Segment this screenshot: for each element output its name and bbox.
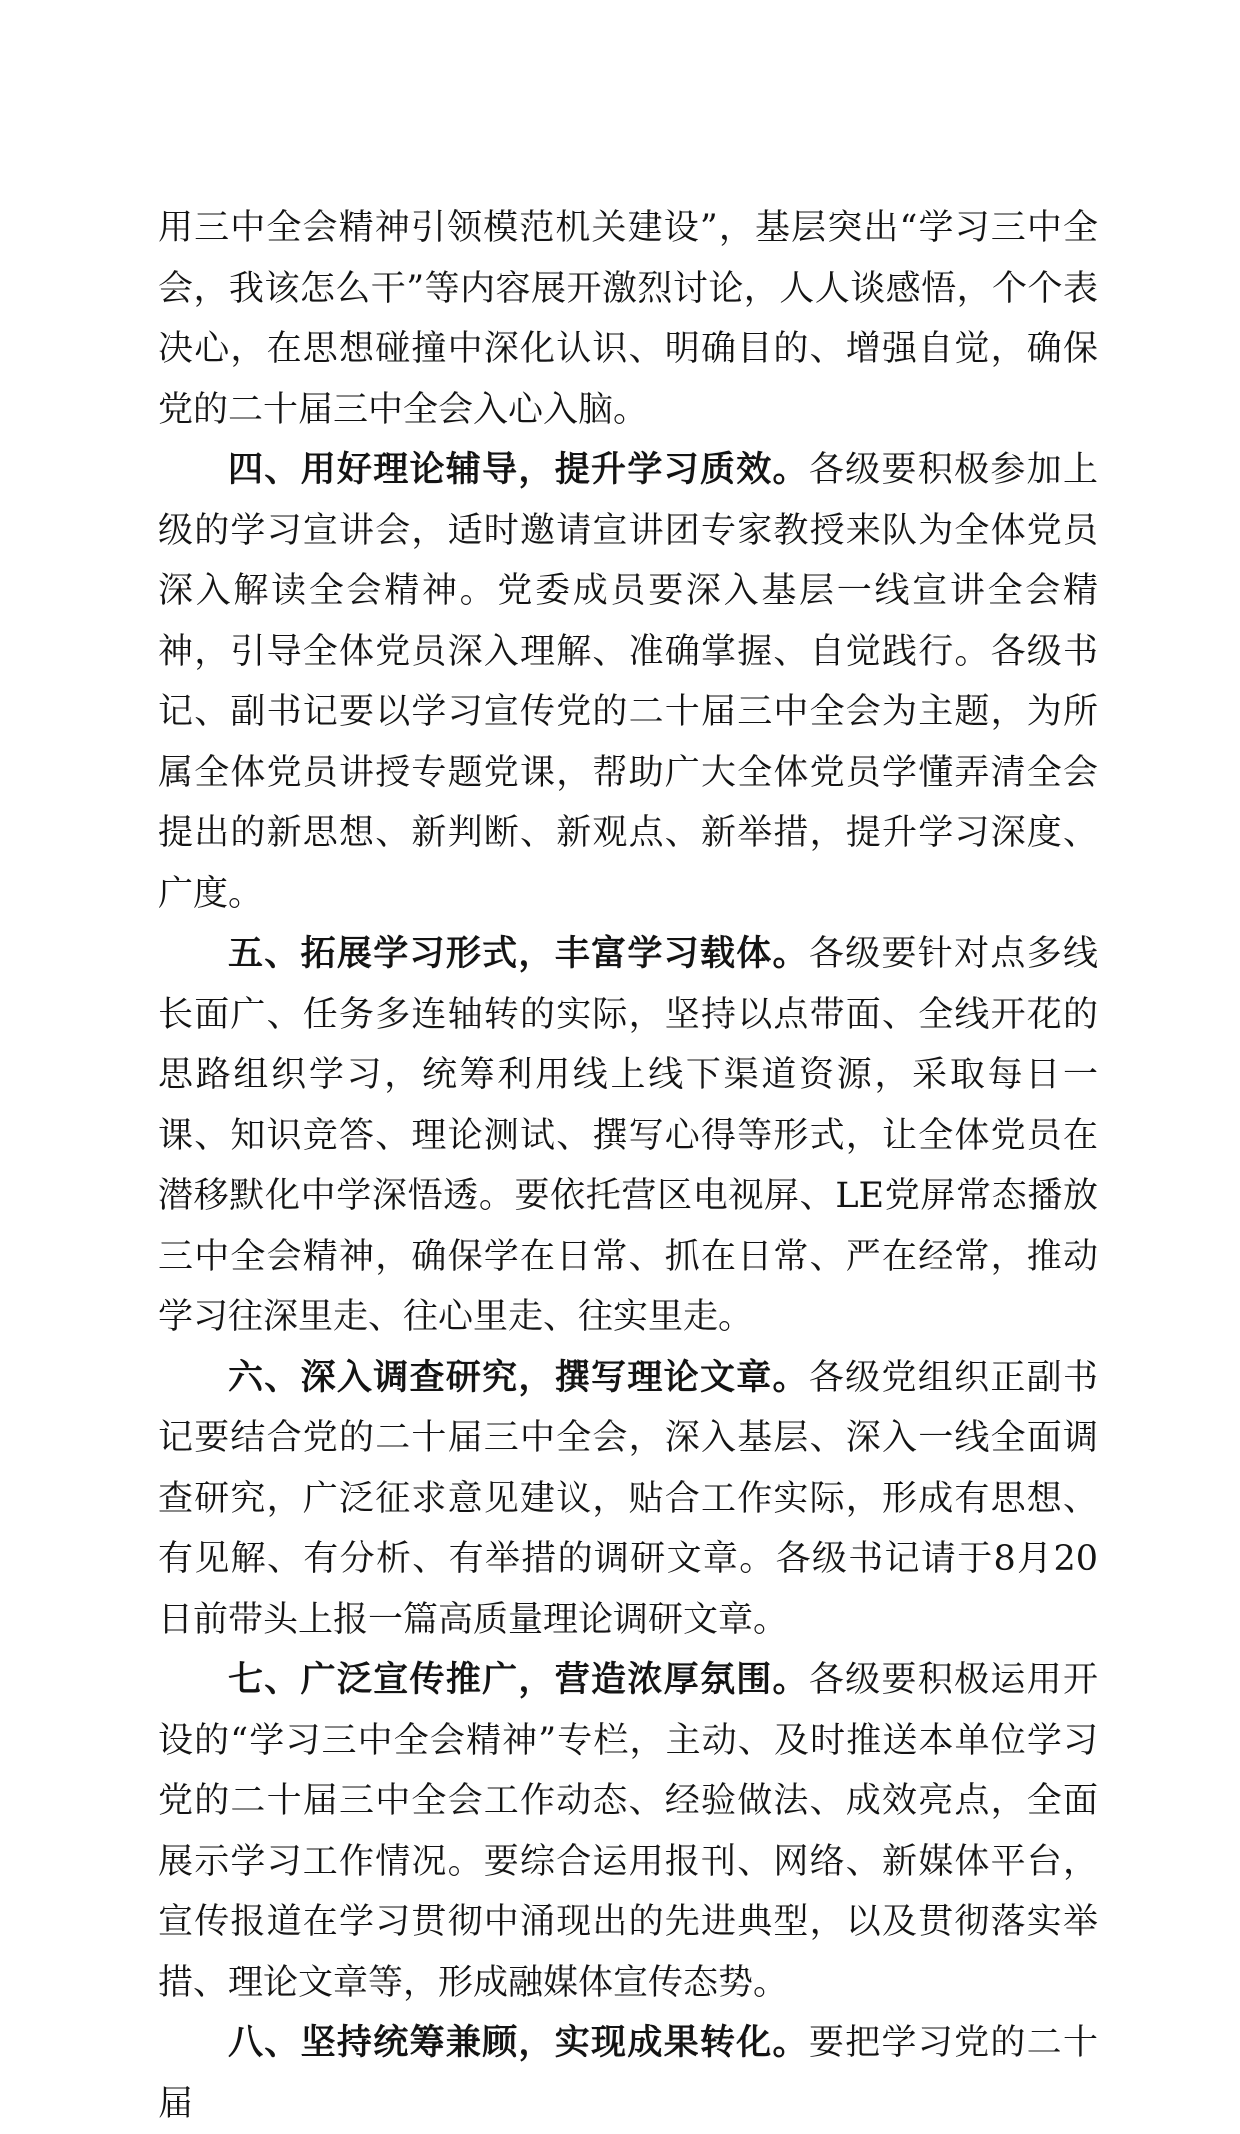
paragraph-section-6 bbox=[158, 1348, 1098, 1651]
paragraph-text: 各级要积极参加上级的学习宣讲会，适时邀请宣讲团专家教授来队为全体党员深入解读全会精神。党委成员要深入基层一线宣讲全会精神，引导全体党员深入理解、准确掌握、自觉践行。各级书记、副书记要以学习宣传党的二十届三中全会为主题，为所属全体党员讲授专题党课，帮助广大全体党员学懂弄清全会提出的新思想、新判断、新观点、新举措，提升学习深度、广度。 bbox=[158, 450, 1098, 914]
section-heading: 八、坚持统筹兼顾，实现成果转化。 bbox=[228, 2023, 809, 2063]
section-heading: 六、深入调查研究，撰写理论文章。 bbox=[228, 1357, 809, 1398]
paragraph-section-4 bbox=[158, 440, 1098, 924]
paragraph-text: 各级党组织正副书记要结合党的二十届三中全会，深入基层、深入一线全面调查研究，广泛征求意见建议，贴合工作实际，形成有思想、有见解、有分析、有举措的调研文章。各级书记请于8月20日前带头上报一篇高质量理论调研文章。 bbox=[158, 1357, 1098, 1640]
paragraph-section-5 bbox=[158, 924, 1098, 1348]
section-heading: 五、拓展学习形式，丰富学习载体。 bbox=[228, 934, 809, 974]
paragraph-section-7 bbox=[158, 1650, 1098, 2013]
paragraph-text: 各级要积极运用开设的“学习三中全会精神”专栏，主动、及时推送本单位学习党的二十届三中全会工作动态、经验做法、成效亮点，全面展示学习工作情况。要综合运用报刊、网络、新媒体平台，宣传报道在学习贯彻中涌现出的先进典型，以及贯彻落实举措、理论文章等，形成融媒体宣传态势。 bbox=[158, 1660, 1098, 2003]
document-page bbox=[158, 198, 1098, 2134]
paragraph-continued bbox=[158, 198, 1098, 440]
paragraph-text: 用三中全会精神引领模范机关建设”，基层突出“学习三中全会，我该怎么干”等内容展开激烈讨论，人人谈感悟，个个表决心，在思想碰撞中深化认识、明确目的、增强自觉，确保党的二十届三中全会入心入脑。 bbox=[158, 208, 1098, 430]
paragraph-text: 要把学习党的二十届 bbox=[158, 2023, 1098, 2124]
paragraph-text: 各级要针对点多线长面广、任务多连轴转的实际，坚持以点带面、全线开花的思路组织学习，统筹利用线上线下渠道资源，采取每日一课、知识竞答、理论测试、撰写心得等形式，让全体党员在潜移默化中学深悟透。要依托营区电视屏、LE党屏常态播放三中全会精神，确保学在日常、抓在日常、严在经常，推动学习往深里走、往心里走、往实里走。 bbox=[158, 934, 1098, 1337]
section-heading: 四、用好理论辅导，提升学习质效。 bbox=[228, 450, 809, 490]
paragraph-section-8 bbox=[158, 2013, 1098, 2134]
section-heading: 七、广泛宣传推广，营造浓厚氛围。 bbox=[228, 1660, 809, 1700]
